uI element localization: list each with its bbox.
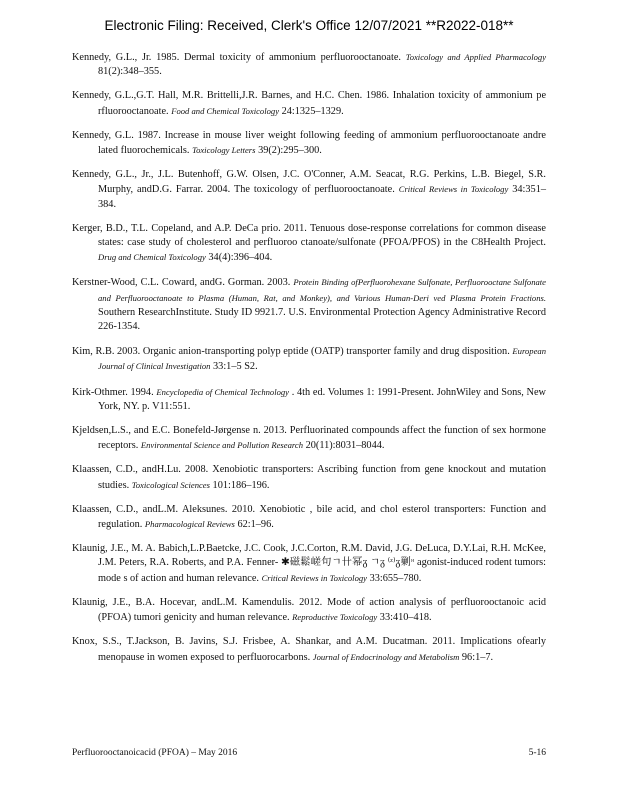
- reference-entry: [72, 463, 546, 492]
- reference-entry: [72, 89, 546, 118]
- reference-authors: Klaunig, J.E., M. A. Babich,L.P.Baetcke, J.C. Cook, J.C.Corton, R.M. David, J.G. DeLuca, D.Y.Lai, R.H. McKee, J.M. Peters, R.A. Roberts, and P.A. Fenner-: [72, 543, 546, 569]
- reference-details: Southern ResearchInstitute. Study ID 9921.7. U.S. Environmental Protection Agency Administrative Record 226-1354.: [98, 306, 546, 333]
- reference-details: 62:1–96.: [237, 519, 274, 531]
- filing-header: Electronic Filing: Received, Clerk's Office 12/07/2021 **R2022-018**: [104, 18, 514, 33]
- reference-entry: [72, 129, 546, 158]
- reference-title: Implications ofearly menopause in women exposed to perfluorocarbons.: [98, 636, 546, 663]
- reference-journal: Journal of Endocrinology and Metabolism: [312, 651, 460, 662]
- reference-journal: Toxicology Letters: [192, 145, 256, 156]
- reference-journal: Reproductive Toxicology: [292, 612, 378, 623]
- reference-entry: [72, 385, 546, 414]
- reference-details: 33:410–418.: [379, 612, 432, 624]
- reference-title: Organic anion-transporting polyp eptide (OATP) transporter family and drug disposition.: [142, 346, 510, 358]
- reference-journal: Environmental Science and Pollution Research: [140, 440, 304, 451]
- reference-journal: Food and Chemical Toxicology: [171, 105, 280, 116]
- reference-details: 34(4):396–404.: [208, 252, 273, 264]
- reference-journal: European Journal of Clinical Investigation: [98, 346, 546, 372]
- reference-details: 33:655–780.: [369, 572, 422, 584]
- reference-journal: Toxicology and Applied Pharmacology: [405, 52, 547, 62]
- reference-details: 20(11):8031–8044.: [305, 440, 385, 452]
- reference-details: 96:1–7.: [461, 651, 494, 663]
- reference-title: Tenuous dose-response correlations for common disease states: case study of cholesterol and perfluoroo ctanoate/sulfonate (PFOA/PFOS) in the C8Health Project.: [98, 222, 546, 249]
- reference-entry: [72, 168, 546, 212]
- footer-page-number: 5-16: [528, 748, 546, 758]
- reference-title: Perfluorinated compounds affect the function of sex hormone receptors.: [98, 425, 546, 452]
- reference-title: ✱磁鬆嵯句ㄱ卄幂ᵹ ㄱᵹ ⁽ᶻ⁾ᵹ剿ᵸ agonist-induced rodent tumors: mode s of action and human relevance.: [98, 557, 547, 584]
- page-footer: [72, 748, 546, 758]
- reference-authors: Kennedy, G.L., Jr., J.L. Butenhoff, G.W. Olsen, J.C. O'Conner, A.M. Seacat, R.G. Perkins, L.B. Biegel, S.R. Murphy, andD.G. Farrar. 2004.: [72, 169, 546, 196]
- reference-entry: [72, 222, 546, 266]
- reference-entry: [72, 596, 546, 625]
- reference-entry: [72, 424, 546, 453]
- reference-authors: Kim, R.B. 2003.: [72, 346, 141, 358]
- reference-entry: [72, 635, 546, 664]
- reference-entry: [72, 50, 546, 79]
- reference-journal: Critical Reviews in Toxicology: [398, 184, 509, 195]
- reference-authors: Kerstner-Wood, C.L. Coward, andG. Gorman. 2003.: [72, 277, 291, 289]
- reference-journal: Encyclopedia of Chemical Technology: [156, 386, 289, 397]
- reference-journal: Critical Reviews in Toxicology: [261, 572, 367, 583]
- reference-details: . 4th ed. Volumes 1: 1991-Present. JohnWiley and Sons, New York, NY. p. V11:551.: [98, 386, 546, 412]
- reference-authors: Kennedy, G.L. 1987.: [72, 129, 161, 141]
- reference-details: 81(2):348–355.: [98, 66, 162, 78]
- reference-authors: Klaunig, J.E., B.A. Hocevar, andL.M. Kamendulis. 2012.: [72, 596, 323, 608]
- reference-details: 101:186–196.: [212, 479, 270, 491]
- reference-authors: Kjeldsen,L.S., and E.C. Bonefeld-Jørgense n. 2013.: [72, 425, 287, 437]
- reference-details: 34:351–384.: [98, 184, 547, 210]
- reference-entry: [72, 275, 546, 334]
- reference-title: Increase in mouse liver weight following feeding of ammonium perfluorooctanoate andre lated fluorochemicals.: [98, 129, 546, 157]
- footer-document-title: Perfluorooctanoicacid (PFOA) – May 2016: [72, 748, 238, 758]
- reference-title: The toxicology of perfluorooctanoate.: [233, 184, 395, 196]
- reference-title: Mode of action analysis of perfluorooctanoic acid (PFOA) tumori genicity and human relevance.: [98, 596, 546, 624]
- reference-authors: Kerger, B.D., T.L. Copeland, and A.P. DeCa prio. 2011.: [72, 222, 307, 234]
- reference-list: [72, 50, 546, 675]
- reference-title: Inhalation toxicity of ammonium pe rfluorooctanoate.: [98, 90, 547, 117]
- reference-authors: Klaassen, C.D., andH.Lu. 2008.: [72, 464, 209, 476]
- reference-details: 39(2):295–300.: [258, 145, 322, 157]
- reference-authors: Kennedy, G.L.,G.T. Hall, M.R. Brittelli,J.R. Barnes, and H.C. Chen. 1986.: [72, 90, 390, 102]
- reference-journal: Toxicological Sciences: [131, 479, 210, 490]
- reference-details: 33:1–5 S2.: [213, 361, 258, 373]
- reference-authors: Klaassen, C.D., andL.M. Aleksunes. 2010.: [72, 503, 256, 515]
- reference-journal: Pharmacological Reviews: [144, 519, 235, 530]
- reference-entry: [72, 344, 546, 374]
- reference-authors: Kennedy, G.L., Jr. 1985.: [72, 52, 180, 63]
- reference-details: 24:1325–1329.: [281, 105, 344, 117]
- reference-entry: [72, 503, 546, 532]
- reference-authors: Kirk-Othmer. 1994.: [72, 386, 154, 398]
- reference-title: Xenobiotic transporters: Ascribing function from gene knockout and mutation studies.: [98, 464, 547, 491]
- reference-journal: Drug and Chemical Toxicology: [98, 252, 206, 263]
- reference-entry: [72, 542, 546, 586]
- reference-authors: Knox, S.S., T.Jackson, B. Javins, S.J. Frisbee, A. Shankar, and A.M. Ducatman. 2011.: [72, 636, 456, 648]
- reference-journal: Protein Binding ofPerfluorohexane Sulfonate, Perfluorooctane Sulfonate and Perfluorooctanoate to Plasma (Human, Rat, and Monkey), and Various Human-Deri ved Plasma Protein Fractions.: [98, 277, 546, 303]
- reference-title: Dermal toxicity of ammonium perfluorooctanoate.: [183, 52, 401, 63]
- reference-title: Xenobiotic , bile acid, and chol esterol transporters: Function and regulation.: [98, 503, 546, 531]
